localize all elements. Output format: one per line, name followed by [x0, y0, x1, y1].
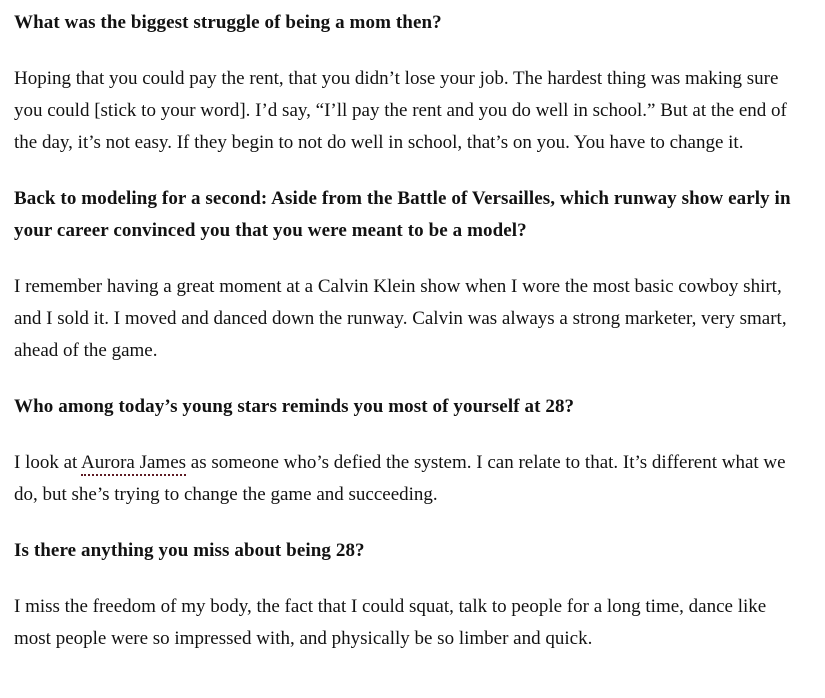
interview-answer: I remember having a great moment at a Calvin Klein show when I wore the most basic cowboy shirt, and I sold it. I moved and danced down the runway. Calvin was always a strong marketer, very smart, ahead of the game. — [14, 276, 787, 361]
aurora-james-link[interactable]: Aurora James — [81, 452, 186, 476]
qa-block — [14, 183, 791, 367]
interview-question: Who among today’s young stars reminds you most of yourself at 28? — [14, 396, 575, 417]
answer-text-after-link: as someone who’s defied the system. I can relate to that. It’s different what we do, but she’s trying to change the game and succeeding. — [14, 452, 786, 505]
qa-block — [14, 7, 791, 159]
qa-block — [14, 535, 791, 655]
interview-answer: Hoping that you could pay the rent, that you didn’t lose your job. The hardest thing was making sure you could [stick to your word]. I’d say, “I’ll pay the rent and you do well in school.” But at the end of the day, it’s not easy. If they begin to not do well in school, that’s on you. You have to change it. — [14, 68, 787, 153]
interview-question: Is there anything you miss about being 28? — [14, 540, 365, 561]
qa-block — [14, 391, 791, 511]
interview-answer — [14, 447, 791, 511]
answer-text-before-link: I look at — [14, 452, 82, 473]
interview-question: What was the biggest struggle of being a mom then? — [14, 12, 442, 33]
interview-answer: I miss the freedom of my body, the fact that I could squat, talk to people for a long time, dance like most people were so impressed with, and physically be so limber and quick. — [14, 596, 767, 649]
interview-question: Back to modeling for a second: Aside from the Battle of Versailles, which runway show early in your career convinced you that you were meant to be a model? — [14, 188, 791, 241]
